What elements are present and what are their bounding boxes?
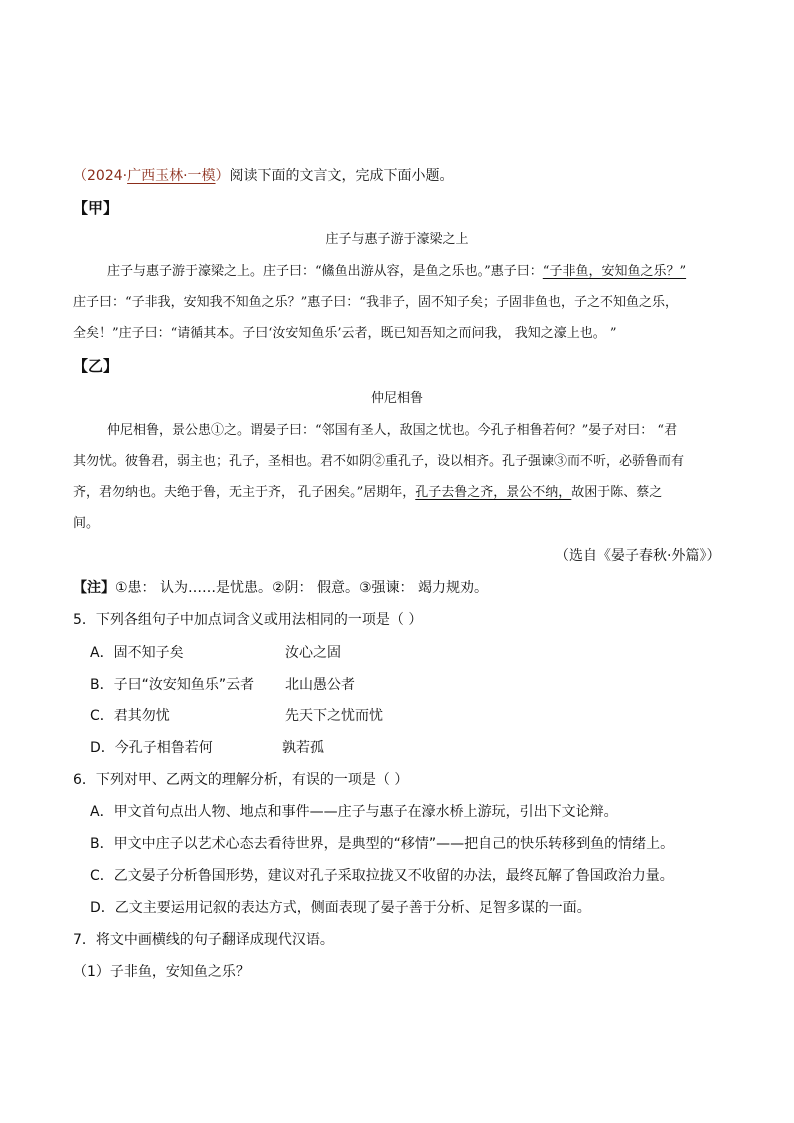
passage-yi-text: 故困于陈、蔡之 [571, 485, 663, 500]
question-7-sub-1: （1）子非鱼，安知鱼之乐？ [73, 964, 250, 980]
question-6-option-d[interactable]: D．乙文主要运用记叙的表达方式，侧面表现了晏子善于分析、足智多谋的一面。 [90, 900, 591, 916]
underlined-sentence-2: 孔子去鲁之齐，景公不纳， [415, 485, 572, 500]
passage-jia-text: 庄子与惠子游于濠梁之上。庄子曰：“鯈鱼出游从容，是鱼之乐也。”惠子曰： [107, 264, 543, 279]
passage-jia-line-1 [107, 262, 686, 282]
passage-jia-line-3: 全矣！”庄子曰：“请循其本。子曰‘汝安知鱼乐’云者，既已知吾知之而问我， 我知之濠上也。 ” [73, 326, 617, 341]
annotation-note [73, 578, 488, 598]
note-text: ①患： 认为……是忧患。②阴： 假意。③强谏： 竭力规劝。 [115, 580, 489, 596]
passage-yi-text: 齐，君勿纳也。夫绝于鲁，无主于齐， 孔子困矣。”居期年， [73, 485, 416, 500]
question-5-option-a[interactable] [90, 643, 184, 663]
instruction-text: 阅读下面的文言文，完成下面小题。 [229, 168, 454, 184]
question-5-option-b[interactable] [90, 675, 254, 695]
passage-yi-line-1: 仲尼相鲁，景公患①之。谓晏子曰：“邻国有圣人，敌国之忧也。今孔子相鲁若何？”晏子对曰： “君 [107, 423, 678, 438]
question-5-option-c[interactable] [90, 706, 170, 726]
question-6-stem: 6．下列对甲、乙两文的理解分析，有误的一项是（ ） [73, 772, 409, 788]
note-label: 【注】 [73, 580, 115, 596]
question-5-stem: 5．下列各组句子中加点词含义或用法相同的一项是（ ） [73, 612, 423, 628]
question-5-option-c-right: 先天下之忧而忧 [285, 708, 383, 724]
option-left: A．固不知子矣 [90, 645, 184, 661]
passage-yi-line-3 [73, 483, 662, 503]
underlined-sentence-1: “子非鱼，安知鱼之乐？” [542, 264, 687, 279]
passage-yi-source: （选自《晏子春秋·外篇》） [555, 548, 721, 564]
option-left: B．子曰“汝安知鱼乐”云者 [90, 677, 255, 693]
question-6-option-b[interactable]: B．甲文中庄子以艺术心态去看待世界，是典型的“移情”——把自己的快乐转移到鱼的情绪上。 [90, 836, 675, 852]
question-source-line [73, 166, 454, 186]
source-open-paren: （ [73, 168, 87, 184]
question-6-option-c[interactable]: C．乙文晏子分析鲁国形势，建议对孔子采取拉拢又不收留的办法，最终瓦解了鲁国政治力量。 [90, 868, 674, 884]
passage-jia-line-2: 庄子曰：“子非我，安知我不知鱼之乐？”惠子曰：“我非子，固不知子矣；子固非鱼也，子之不知鱼之乐， [73, 295, 678, 310]
question-7-stem: 7．将文中画横线的句子翻译成现代汉语。 [73, 932, 334, 948]
passage-yi-line-2: 其勿忧。彼鲁君，弱主也；孔子，圣相也。君不如阴②重孔子，设以相齐。孔子强谏③而不听，必骄鲁而有 [73, 454, 685, 469]
source-place-link[interactable]: 广西玉林·一模 [127, 168, 216, 184]
passage-jia-label: 【甲】 [73, 199, 119, 217]
question-5-option-d[interactable] [90, 738, 213, 758]
question-5-option-a-right: 汝心之固 [285, 645, 341, 661]
passage-jia-title: 庄子与惠子游于濠梁之上 [325, 232, 469, 247]
question-6-option-a[interactable]: A．甲文首句点出人物、地点和事件——庄子与惠子在濠水桥上游玩，引出下文论辩。 [90, 804, 618, 820]
option-left: D．今孔子相鲁若何 [90, 740, 213, 756]
passage-yi-title: 仲尼相鲁 [370, 391, 423, 406]
passage-yi-line-4: 间。 [73, 516, 100, 531]
question-5-option-b-right: 北山愚公者 [285, 677, 355, 693]
passage-yi-label: 【乙】 [73, 357, 119, 375]
question-5-option-d-right: 孰若孤 [282, 740, 324, 756]
source-close-paren: ） [215, 168, 230, 184]
option-left: C．君其勿忧 [90, 708, 170, 724]
source-year: 2024· [87, 168, 128, 184]
